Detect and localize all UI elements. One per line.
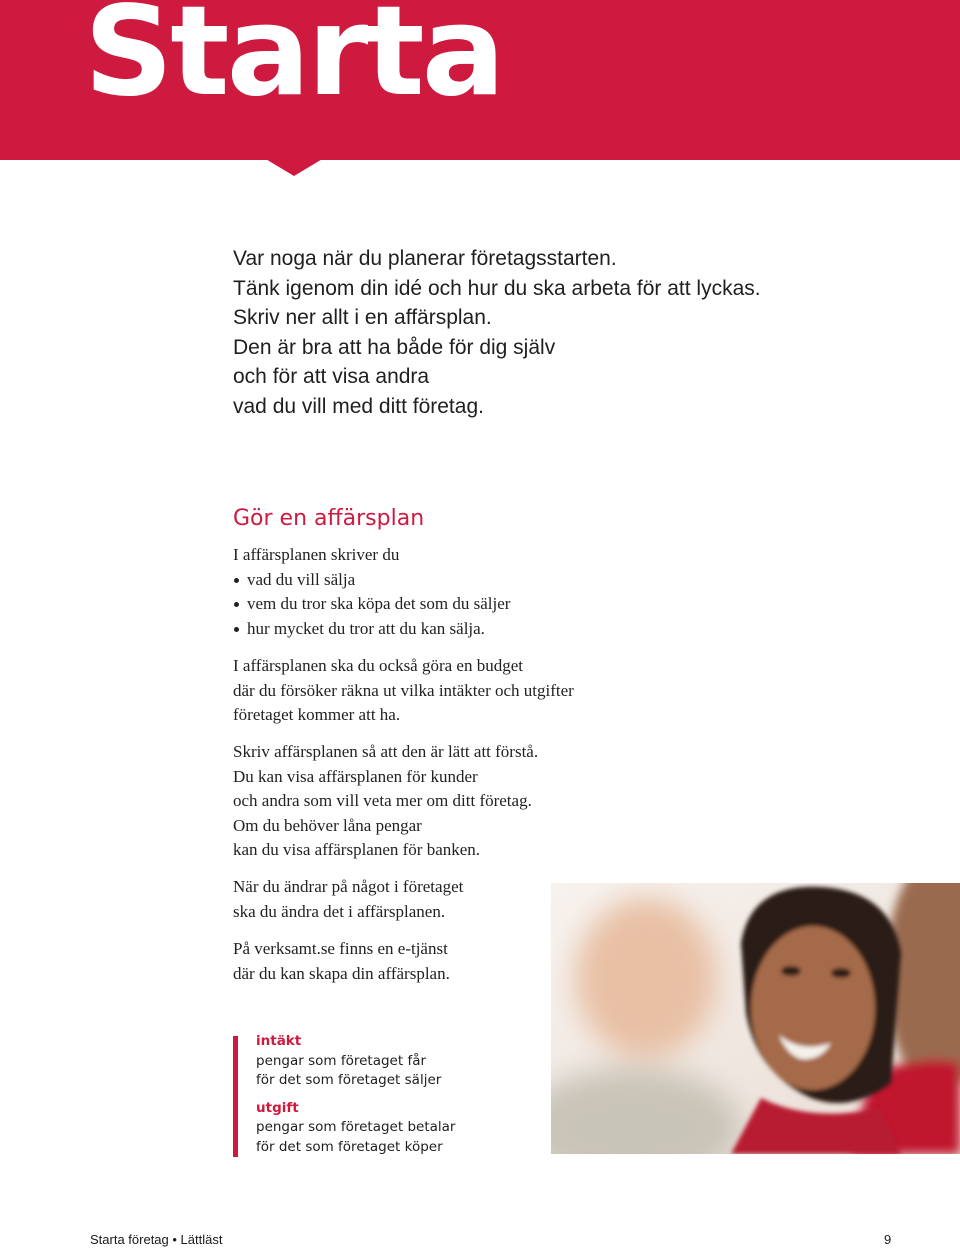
page-title: Starta bbox=[84, 0, 503, 124]
list-item bbox=[233, 592, 653, 617]
people-photo-icon bbox=[551, 883, 960, 1154]
page-number: 9 bbox=[884, 1232, 892, 1247]
list-item bbox=[233, 568, 653, 593]
intro-line: och för att visa andra bbox=[233, 365, 430, 388]
paragraph-line: Skriv affärsplanen så att den är lätt att förstå. bbox=[233, 742, 539, 761]
list-item-text: vem du tror ska köpa det som du säljer bbox=[247, 594, 511, 613]
footer-publication: Starta företag • Lättläst bbox=[90, 1232, 223, 1247]
header-pointer bbox=[264, 158, 324, 176]
glossary-definition: pengar som företaget får bbox=[256, 1052, 427, 1069]
paragraph-line: och andra som vill veta mer om ditt företag. bbox=[233, 791, 532, 810]
bullet-icon bbox=[234, 627, 239, 632]
bullet-icon bbox=[234, 578, 239, 583]
glossary-definition: för det som företaget säljer bbox=[256, 1072, 442, 1088]
paragraph-line: där du försöker räkna ut vilka intäkter och utgifter bbox=[233, 680, 574, 700]
paragraph-line: kan du visa affärsplanen för banken. bbox=[233, 840, 481, 859]
paragraph-line: Du kan visa affärsplanen för kunder bbox=[233, 766, 478, 786]
paragraph-line: I affärsplanen ska du också göra en budget bbox=[233, 656, 523, 675]
budget-paragraph bbox=[233, 654, 653, 728]
list-item-text: vad du vill sälja bbox=[247, 569, 356, 589]
intro-line: Var noga när du planerar företagsstarten. bbox=[233, 247, 617, 270]
glossary-term: utgift bbox=[256, 1099, 299, 1116]
intro-text bbox=[233, 244, 853, 421]
list-item bbox=[233, 617, 653, 642]
section-heading: Gör en affärsplan bbox=[233, 506, 425, 531]
paragraph-line: där du kan skapa din affärsplan. bbox=[233, 963, 450, 983]
glossary-term: intäkt bbox=[256, 1033, 302, 1049]
clarity-paragraph bbox=[233, 740, 653, 863]
bullet-list bbox=[233, 568, 653, 642]
bullet-icon bbox=[234, 602, 239, 607]
glossary-definition: för det som företaget köper bbox=[256, 1138, 443, 1155]
paragraph-line: På verksamt.se finns en e-tjänst bbox=[233, 939, 448, 958]
bullet-section bbox=[233, 543, 653, 641]
paragraph-line: företaget kommer att ha. bbox=[233, 705, 401, 724]
intro-line: vad du vill med ditt företag. bbox=[233, 394, 484, 418]
glossary-box bbox=[233, 1033, 533, 1157]
list-item-text: hur mycket du tror att du kan sälja. bbox=[247, 618, 485, 638]
paragraph-line: Om du behöver låna pengar bbox=[233, 815, 422, 835]
intro-line: Tänk igenom din idé och hur du ska arbeta för att lyckas. bbox=[233, 276, 761, 300]
section-lead: I affärsplanen skriver du bbox=[233, 545, 400, 564]
paragraph-line: ska du ändra det i affärsplanen. bbox=[233, 901, 446, 921]
intro-line: Skriv ner allt i en affärsplan. bbox=[233, 306, 492, 329]
glossary-definition: pengar som företaget betalar bbox=[256, 1119, 456, 1135]
paragraph-line: När du ändrar på något i företaget bbox=[233, 877, 464, 896]
intro-line: Den är bra att ha både för dig själv bbox=[233, 335, 556, 359]
